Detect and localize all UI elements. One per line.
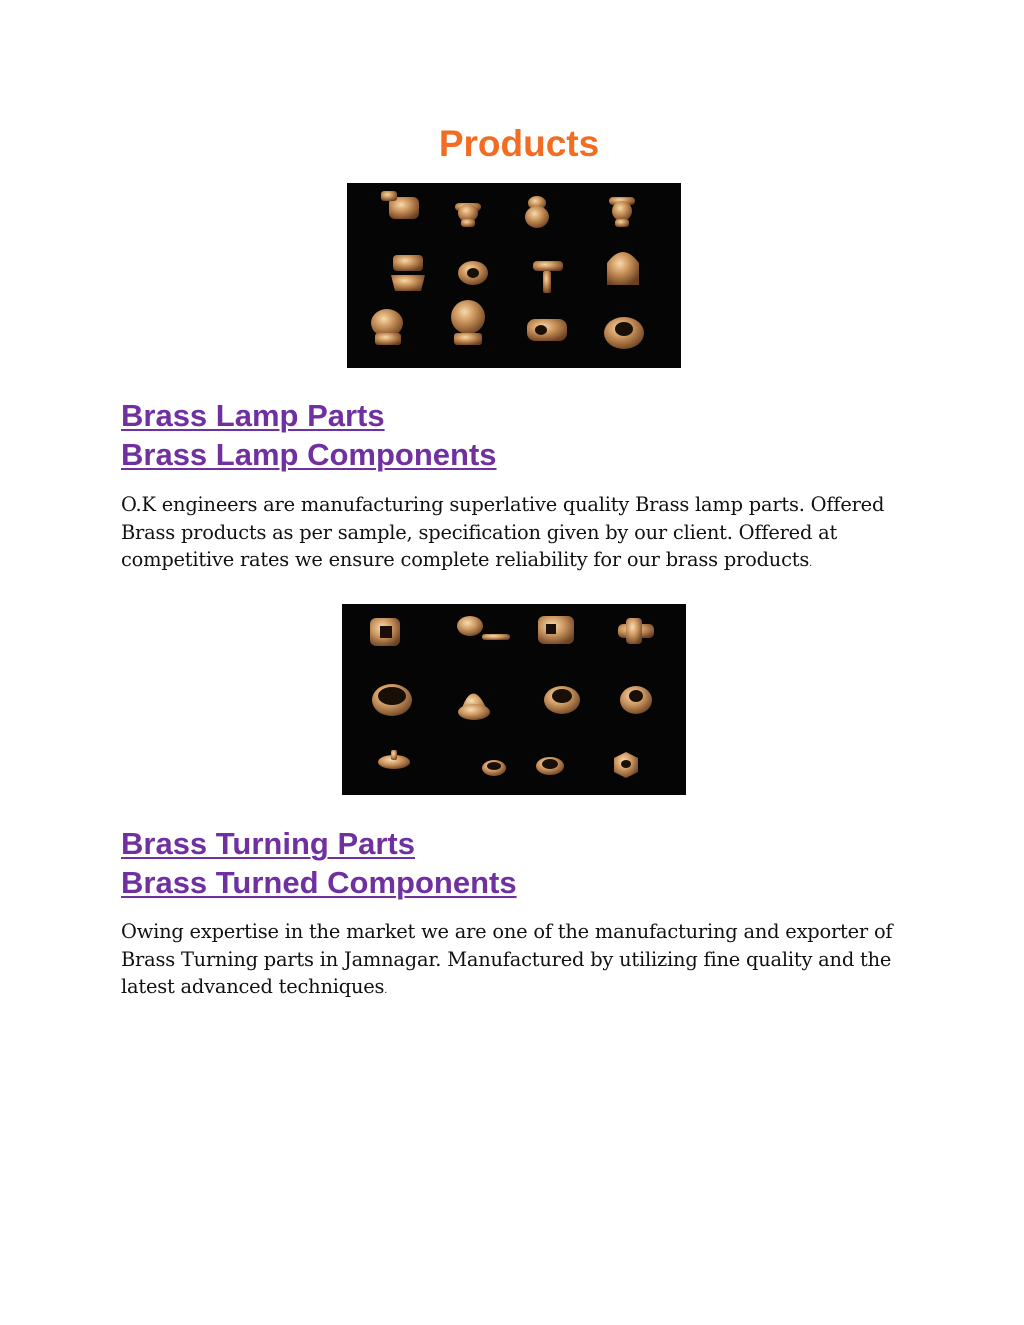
section-description-turning (121, 918, 911, 1005)
description-text: Owing expertise in the market we are one of the manufacturing and exporter of Brass Turning parts in Jamnagar. Manufactured by utilizing fine quality and the latest advanced techniques (121, 920, 893, 998)
section-description-lamp (121, 491, 911, 578)
brass-lamp-parts-photo (347, 183, 681, 368)
brass-turning-parts-photo (342, 604, 686, 795)
description-text: O.K engineers are manufacturing superlative quality Brass lamp parts. Offered Brass products as per sample, specification given by our client. Offered at competitive rates we ensure complete reliability for our brass products (121, 493, 885, 571)
end-mark: . (384, 984, 388, 996)
end-mark: . (809, 557, 812, 569)
brass-lamp-parts-link[interactable]: Brass Lamp Parts (121, 398, 385, 433)
brass-turning-parts-link[interactable]: Brass Turning Parts (121, 826, 416, 861)
page-title: Products (438, 123, 600, 164)
section-heading-lamp[interactable] (121, 396, 497, 474)
brass-turned-components-link[interactable]: Brass Turned Components (121, 865, 517, 900)
brass-lamp-components-link[interactable]: Brass Lamp Components (121, 437, 497, 472)
section-heading-turning[interactable] (121, 824, 517, 902)
